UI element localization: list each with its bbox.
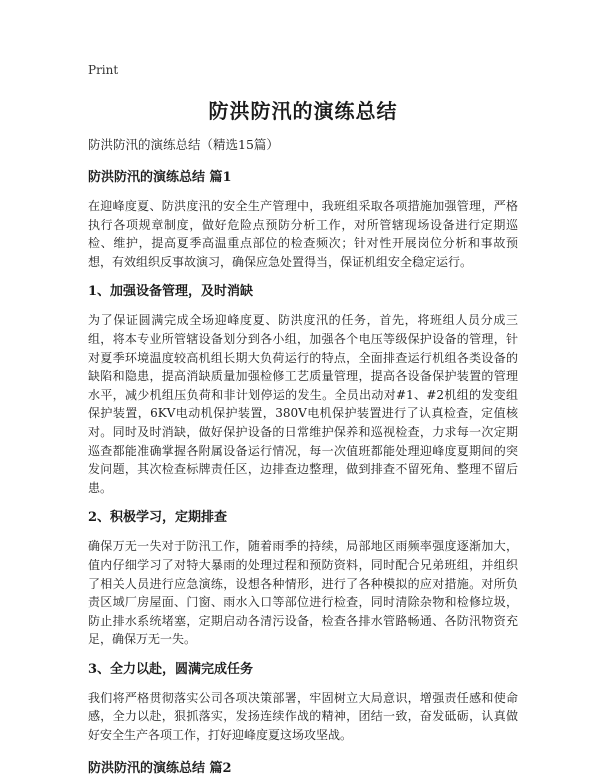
- print-link[interactable]: Print: [88, 63, 119, 77]
- section-heading-2: 2、积极学习，定期排查: [88, 510, 228, 526]
- article-heading-2: 防洪防汛的演练总结 篇2: [88, 760, 232, 776]
- document-page: [88, 62, 518, 778]
- section-body-1: 为了保证圆满完成全场迎峰度夏、防洪度汛的任务，首先，将班组人员分成三组，将本专业所管辖设备划分到各小组，加强各个电压等级保护设备的管理，针对夏季环境温度较高机组长期大负荷运行的特点，全面排查运行机组各类设备的缺陷和隐患，提高消缺质量加强检修工艺质量管理，提高各设备保护装置的管理水平，减少机组压负荷和非计划停运的发生。全员出动对#1、#2机组的发变组保护装置，6KV电动机保护装置，380V电机保护装置进行了认真检查，定值核对。同时及时消缺，做好保护设备的日常维护保养和巡视检查，力求每一次定期巡查都能准确掌握各附属设备运行情况，每一次值班都能处理迎峰度夏期间的突发问题，其次检查标牌责任区，边排查边整理，做到排查不留死角、整理不留后患。: [88, 313, 518, 495]
- section-heading-1: 1、加强设备管理，及时消缺: [88, 284, 254, 300]
- section-body-3: 我们将严格贯彻落实公司各项决策部署，牢固树立大局意识，增强责任感和使命感，全力以赴，狠抓落实，发扬连续作战的精神，团结一致，奋发砥砺，认真做好安全生产各项工作，打好迎峰度夏这场攻坚战。: [88, 690, 518, 743]
- section-heading-3: 3、全力以赴，圆满完成任务: [88, 661, 254, 677]
- page-title: 防洪防汛的演练总结: [208, 99, 398, 123]
- article-heading-1: 防洪防汛的演练总结 篇1: [88, 170, 232, 185]
- section-body-2: 确保万无一失对于防汛工作，随着雨季的持续，局部地区雨频率强度逐渐加大，值内仔细学习了对特大暴雨的处理过程和预防资料，同时配合兄弟班组，并组织了相关人员进行应急演练，设想各种情形，进行了各种模拟的应对措施。对所负责区域厂房屋面、门窗、雨水入口等部位进行检查，同时清除杂物和检修垃圾，防止排水系统堵塞，定期启动各清污设备，检查各排水管路畅通、各防汛物资充足，确保万无一失。: [88, 539, 518, 647]
- document-subtitle: 防洪防汛的演练总结（精选15篇）: [88, 137, 279, 152]
- article-1-intro: 在迎峰度夏、防洪度汛的安全生产管理中，我班组采取各项措施加强管理，严格执行各项规章制度，做好危险点预防分析工作，对所管辖现场设备进行定期巡检、维护，提高夏季高温重点部位的检查频次；针对性开展岗位分析和事故预想，有效组织反事故演习，确保应急处置得当，保证机组安全稳定运行。: [88, 199, 518, 269]
